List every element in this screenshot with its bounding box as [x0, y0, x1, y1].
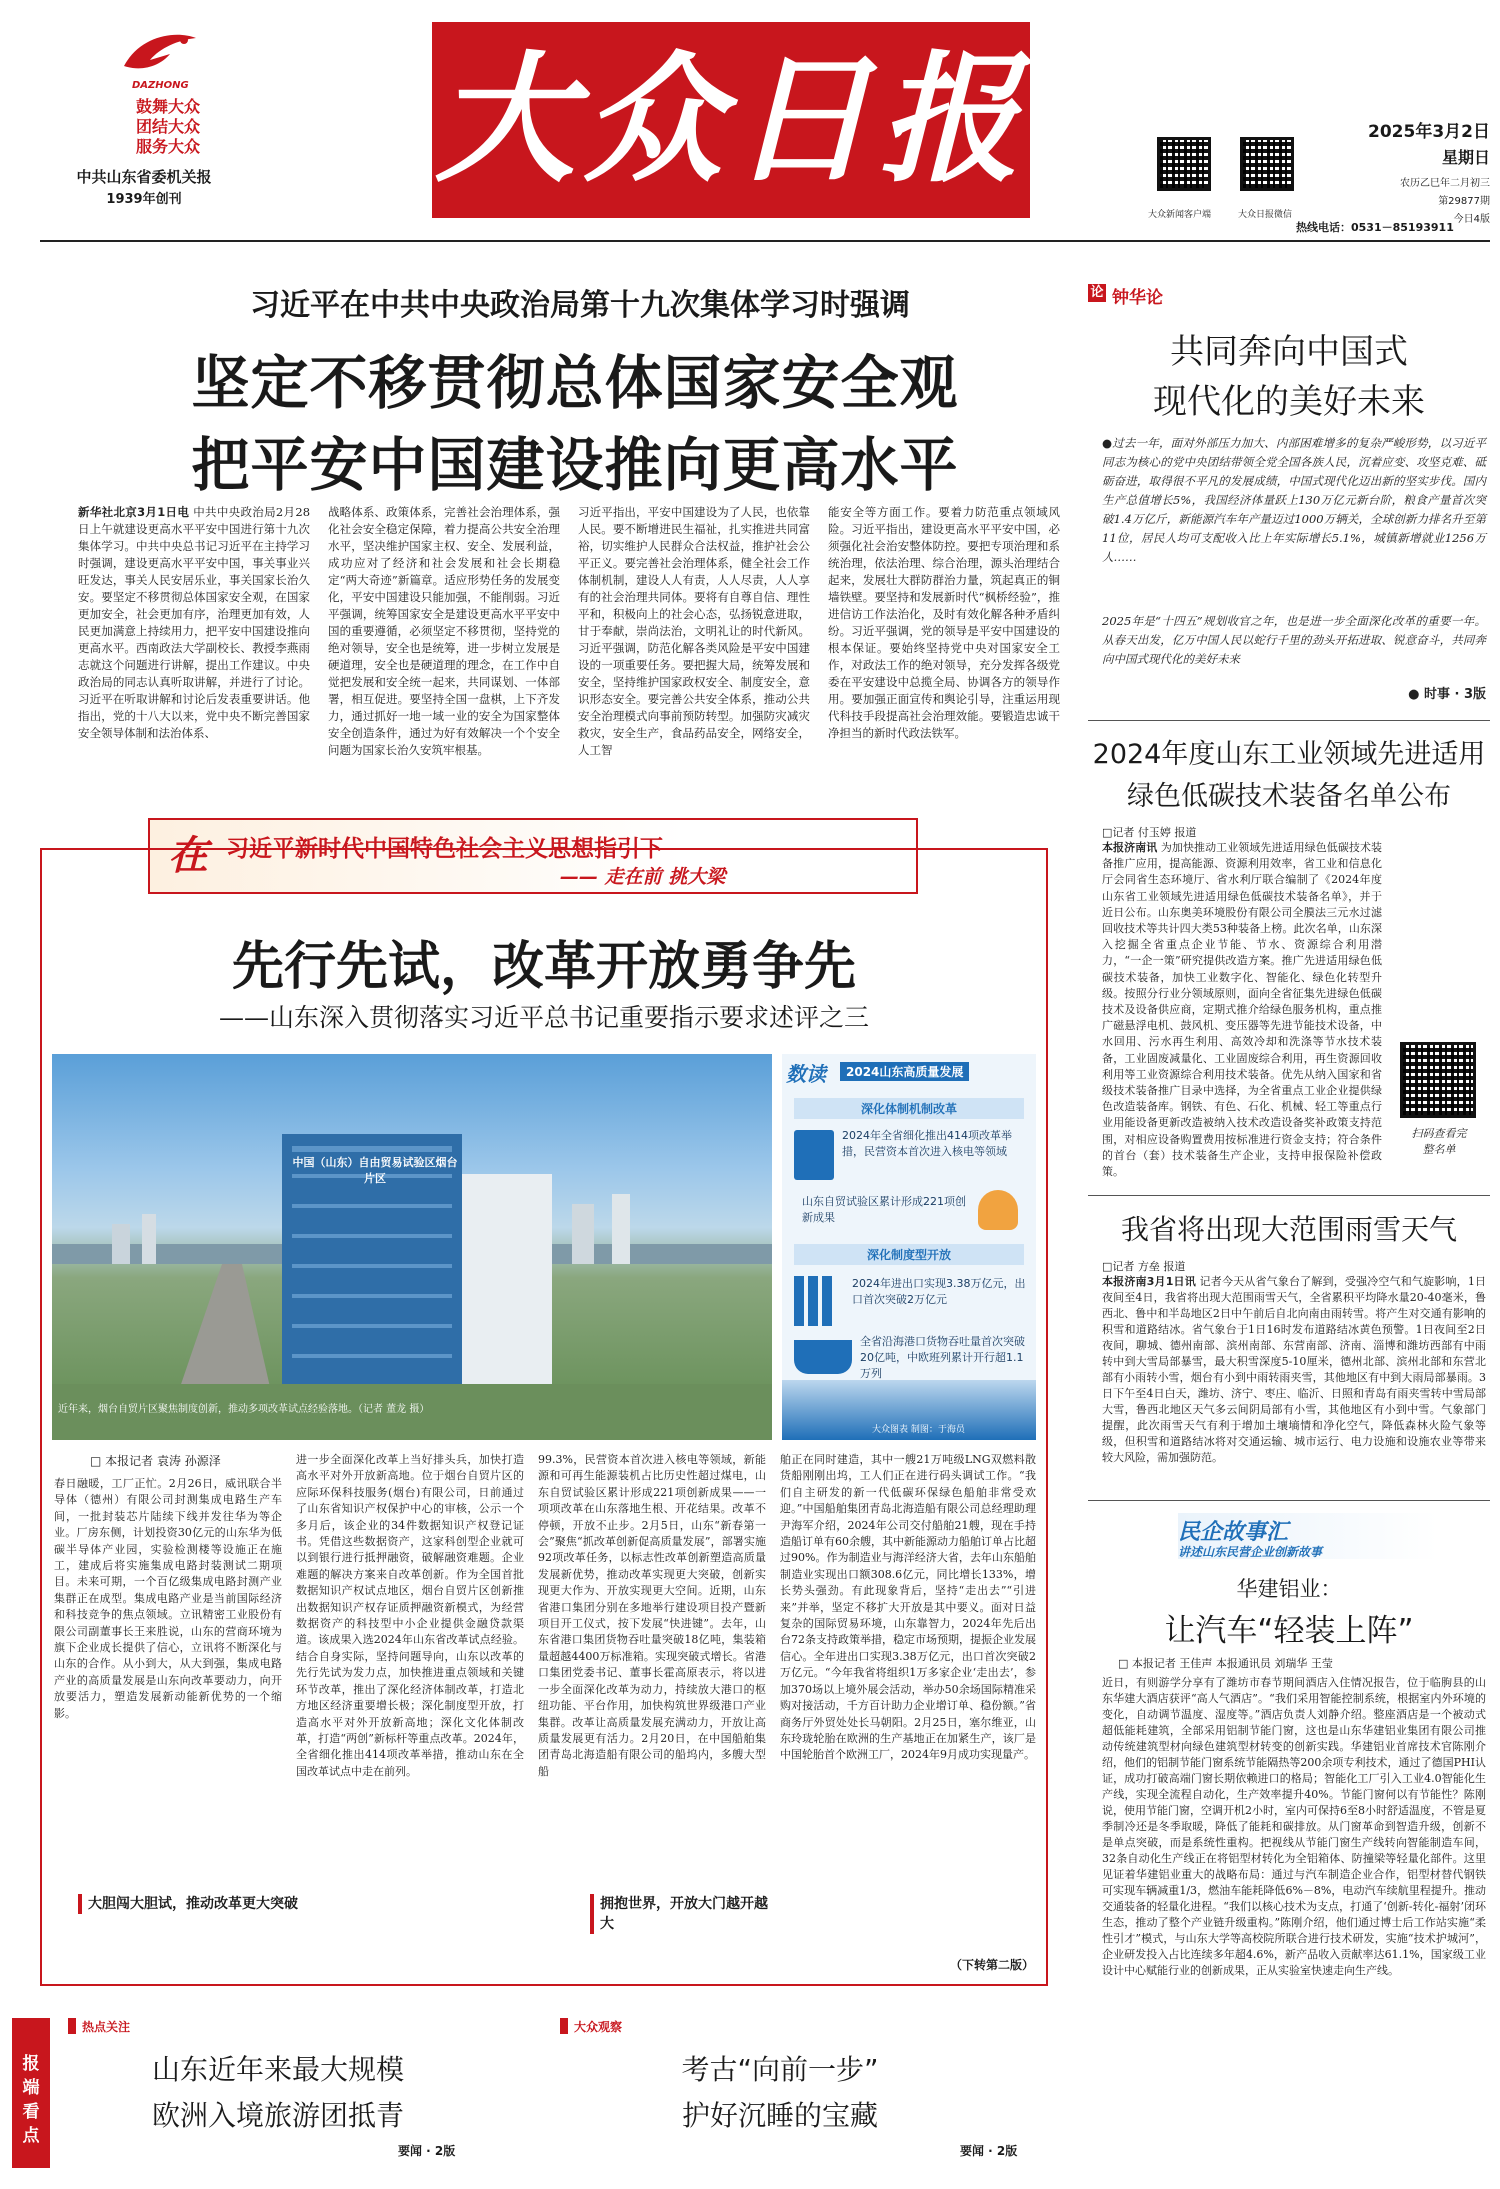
- photo-scene: [52, 1054, 772, 1440]
- enterprise-kicker: 华建铝业：: [1236, 1577, 1342, 1601]
- commentary: [1088, 280, 1490, 715]
- lead-text: 战略体系、政策体系，完善社会治理体系，强化社会安全稳定保障，着力提高公共安全治理水平，坚决维护国家主权、安全、发展利益，成功应对了经济和社会发展和社会长期稳定“两大奇迹”新篇章。适应形势任务的发展变化，平安中国建设只能加强，不能削弱。习近平强调，统筹国家安全是建设更高水平平安中国的重要遵循，必须坚定不移贯彻，坚持党的绝对领导，安全也是统筹，进一步树立发展是硬道理，安全也是硬道理的理念，在工作中自觉把发展和安全统一起来，共同谋划、一体部署，相互促进。要坚持全国一盘棋，上下齐发力，通过抓好一地一域一业的安全为国家整体安全创造条件，通过为好有效解决一个个安全问题为国家长治久安筑牢根基。: [328, 505, 560, 757]
- infographic-tag: 2024山东高质量发展: [840, 1062, 969, 1081]
- chart-icon: [794, 1276, 844, 1326]
- qr-label: 大众日报微信: [1238, 210, 1293, 220]
- enterprise-article: [1088, 1505, 1490, 2185]
- bottom-ref[interactable]: 要闻 · 2版: [960, 2144, 1018, 2158]
- founded: 1939年创刊: [106, 192, 182, 207]
- bottom-item[interactable]: [560, 2014, 1060, 2174]
- weather-title: 我省将出现大范围雨雪天气: [1120, 1213, 1457, 1246]
- lead-dateline: 新华社北京3月1日电: [78, 505, 190, 519]
- lead-column: [78, 504, 310, 742]
- brand-mark: DAZHONG: [132, 80, 189, 91]
- weather-body: 记者今天从省气象台了解到，受强冷空气和气旋影响，1日夜间至4日，我省将出现大范围雨雪天气，全省累积平均降水量20-40毫米，鲁西北、鲁中和半岛地区2日中午前后自北向南由雨转雪。将产生对交通有影响的积雪和道路结冰。省气象台于1日16时发布道路结冰黄色预警。1日夜间至2日夜间，聊城、德州南部、滨州南部、东营南部、济南、淄博和潍坊西部有中雨转中到大雪局部暴雪，最大积雪深度5-10厘米，德州北部、滨州北部和东营北部有小雨转小雪，烟台有小到中雨转雨夹雪，其他地区有中到大雨局部暴雨。3日下午至4日白天，潍坊、济宁、枣庄、临沂、日照和青岛有雨夹雪转中雪局部大雪，鲁西北地区天气多云间阴局部有小雪，其他地区有小到中雪。气象部门提醒，此次雨雪天气有利于增加土壤墒情和净化空气，降低森林火险气象等级，但积雪和道路结冰将对交通运输、城市运行、电力设施和设施农业等带来较大风险，需加强防范。: [1102, 1275, 1487, 1464]
- commentary-text: ●过去一年，面对外部压力加大、内部困难增多的复杂严峻形势，以习近平同志为核心的党中央团结带领全党全国各族人民，沉着应变、攻坚克难、砥砺奋进，取得很不平凡的发展成绩，中国式现代化迈出新的坚实步伐。国内生产总值增长5%，我国经济体量跃上130万亿元新台阶，粮食产量首次突破1.4万亿斤，新能源汽车年产量迈过1000万辆关，全球创新力排名升至第11位，居民人均可支配收入比上年实际增长5.1%，城镇新增就业1256万人……: [1102, 436, 1486, 564]
- enterprise-section: 民企故事汇: [1178, 1520, 1289, 1545]
- lead-column: [578, 504, 810, 759]
- lead-headline-2: 把平安中国建设推向更高水平: [191, 431, 959, 499]
- infographic-section: 深化制度型开放: [794, 1244, 1024, 1265]
- bottom-title-2: 欧洲入境旅游团抵青: [151, 2099, 404, 2132]
- bottom-ref[interactable]: 要闻 · 2版: [398, 2144, 456, 2158]
- feature-continuation[interactable]: （下转第二版）: [949, 1958, 1034, 1972]
- enterprise-section-sub: 讲述山东民营企业创新故事: [1178, 1545, 1323, 1559]
- infographic-stat: 2024年进出口实现3.38万亿元，出口首次突破2万亿元: [852, 1277, 1026, 1306]
- feature-photo: [52, 1054, 772, 1440]
- masthead-rule: [40, 240, 1490, 242]
- industry-body: 为加快推动工业领域先进适用绿色低碳技术装备推广应用，提高能源、资源利用效率，省工业和信息化厅会同省生态环境厅、省水利厅联合编制了《2024年度山东省工业领域先进适用绿色低碳技术装备名单》，并于近日公布。山东奥美环境股份有限公司全膜法三元水过滤回收技术等共计四大类53种装备上榜。此次名单，山东深入挖掘全省重点企业节能、节水、资源综合利用潜力，“一企一策”研究提供改造方案。推广先进适用绿色低碳技术装备，加快工业数字化、智能化、绿色化转型升级。按照分行业分领域原则，面向全省征集先进绿色低碳技术及设备供应商，定期式推介给绿色服务机构，重点推广磁悬浮电机、鼓风机、变压器等先进节能技术设备，中水回用、污水再生利用、高效冷却和洗涤等节水技术装备，工业固废减量化、工业固废综合利用，再生资源回收利用等工业资源综合利用技术装备。优先从纳入国家和省级技术装备推广目录中选择，为全省重点工业企业提供绿色改造装备库。钢铁、有色、石化、机械、轻工等重点行业用能设备更新改造被纳入技术改造设备奖补政策支持范围，对相应设备购置费用按标准进行资金支持；符合条件的首台（套）技术装备生产企业，支持申报保险补偿政策。: [1102, 841, 1383, 1179]
- feature-text: 舶正在同时建造，其中一艘21万吨级LNG双燃料散货船刚刚出坞，工人们正在进行码头调试工作。“我们自主研发的新一代低碳环保绿色船舶非常受欢迎。”中国船舶集团青岛北海造船有限公司总经理助理尹海军介绍，2024年公司交付船舶21艘，现在手持造船订单有60余艘，其中新能源动力船舶订单占比超过90%。作为制造业与海洋经济大省，去年山东船舶制造业实现出口额308.6亿元，同比增长133%，增长势头强劲。有此现象背后，坚持“走出去”“引进来”并举，坚定不移扩大开放是其中要义。面对日益复杂的国际贸易环境，山东靠智力，2024年先后出台72条支持政策举措，稳定市场预期，提振企业发展信心。全年进出口实现3.38万亿元，出口首次突破2万亿元。“今年我省将组织1万多家企业‘走出去’，参加370场以上境外展会活动，举办50余场国际精准采购对接活动，千方百计助力企业增订单、稳份额。”省商务厅外贸处处长马朝阳。2月25日，塞尔维亚，山东玲珑轮胎在欧洲的生产基地正在加紧生产，该厂是中国轮胎首个欧洲工厂，2024年9月成功实现量产。: [780, 1453, 1036, 1762]
- photo-building-sign: 中国（山东）自由贸易试验区烟台片区: [292, 1156, 458, 1185]
- hotline: 热线电话：0531－85193911: [1296, 221, 1454, 234]
- ship-icon: [794, 1340, 852, 1374]
- divider: [1088, 1500, 1490, 1501]
- publisher: 中共山东省委机关报: [76, 168, 212, 186]
- bottom-title-1: 山东近年来最大规模: [151, 2053, 404, 2086]
- lead-column: [328, 504, 560, 759]
- masthead-logo-block: [432, 22, 1030, 218]
- infographic-stat: 2024年全省细化推出414项改革举措，民营资本首次进入核电等领域: [842, 1129, 1012, 1158]
- side-label: 报端看点: [22, 2054, 40, 2146]
- enterprise-byline: □ 本报记者 王佳声 本报通讯员 刘瑞华 王莹: [1118, 1657, 1333, 1670]
- feature-byline: □ 本报记者 袁涛 孙源泽: [90, 1454, 221, 1468]
- infographic-section: 深化体制机制改革: [794, 1098, 1024, 1119]
- bottom-tag: 大众观察: [574, 2020, 623, 2034]
- industry-title-2: 绿色低碳技术装备名单公布: [1127, 781, 1451, 812]
- banner-seal: 在: [168, 832, 208, 879]
- commentary-title-2: 现代化的美好未来: [1153, 382, 1425, 422]
- feature-text: 进一步全面深化改革上当好排头兵，加快打造高水平对外开放新高地。位于烟台自贸片区的应际环保科技服务(烟台)有限公司，日前通过了山东省知识产权保护中心的审核，公示一个多月后，该企业的34件数据知识产权登记证书。凭借这些数据资产，这家科创型企业就可以到银行进行抵押融资，破解融资难题。企业难题的解决方案来自改革创新。作为全国首批数据知识产权试点地区，烟台自贸片区创新推出数据知识产权存证质押融资新模式，为经营数据资产的科技型中小企业提供金融贷款渠道。该成果入选2024年山东省改革试点经验。结合自身实际，坚持问题导向，山东以改革的先行先试为发力点，加快推进重点领域和关键环节改革，推出了深化经济体制改革，打造北方地区经济重要增长极；深化制度型开放，打造高水平对外开放新高地；深化文化体制改革，打造“两创”新标杆等重点改革。2024年，全省细化推出414项改革举措，推动山东在全国改革试点中走在前列。: [296, 1453, 524, 1778]
- industry-title-1: 2024年度山东工业领域先进适用: [1092, 739, 1486, 770]
- enterprise-title: 让汽车“轻装上阵”: [1164, 1613, 1414, 1649]
- lunar-date: 农历乙巳年二月初三: [1400, 178, 1490, 189]
- weather-article: [1088, 1198, 1490, 1498]
- infographic-stat: 全省沿海港口货物吞吐量首次突破20亿吨，中欧班列累计开行超1.1万列: [860, 1335, 1025, 1380]
- tag-marker: [560, 2018, 568, 2034]
- bottom-strip: [0, 1990, 1080, 2189]
- lead-headline-1: 坚定不移贯彻总体国家安全观: [191, 349, 959, 417]
- commentary-text-2: 2025年是“十四五”规划收官之年，也是进一步全面深化改革的重要一年。从春天出发，亿万中国人民以蛇行千里的劲头开拓进取、锐意奋斗，共同奔向中国式现代化的美好未来: [1102, 614, 1486, 666]
- feature-headline: 先行先试，改革开放勇争先: [231, 937, 856, 997]
- industry-byline: □记者 付玉婷 报道: [1102, 826, 1197, 839]
- feature-subheading: 拥抱世界，开放大门越开越大: [590, 1894, 780, 1934]
- tag-marker: [68, 2018, 76, 2034]
- commentary-icon: 论: [1088, 284, 1106, 302]
- document-icon: [794, 1130, 834, 1180]
- slogans: [118, 97, 218, 157]
- lead-text: 习近平指出，平安中国建设为了人民，也依靠人民。要不断增进民生福祉，扎实推进共同富裕，切实维护人民群众合法权益，推护社会公平正义。要完善社会治理体系，健全社会工作体制机制，建设人人有责，人人尽责，人人享有的社会治理共同体。要将有自尊自信、理性平和，积极向上的社会心态，弘扬锐意进取，甘于奉献，崇尚法治，文明礼让的时代新风。习近平强调，防范化解各类风险是平安中国建设的一项重要任务。要把握大局，统筹发展和安全，坚持维护国家政权安全、制度安全，意识形态安全。要完善公共安全体系，推动公共安全治理模式向事前预防转型。加强防灾减灾救灾，安全生产，食品药品安全，网络安全，人工智: [578, 505, 810, 757]
- feature-text: 春日融暖，工厂正忙。2月26日，威讯联合半导体（德州）有限公司封测集成电路生产车间，一批封装芯片陆续下线并发往华为等企业。厂房东侧，计划投资30亿元的山东华为低碳半导体产业园，实验检测楼等设施正在施工，建成后将实施集成电路封装测试二期项目。未来可期，一个百亿级集成电路封测产业集群正在成型。集成电路产业是当前国际经济和科技竞争的焦点领域。立讯精密工业股份有限公司副董事长王来胜说，山东的营商环境为旗下企业成长提供了信心，立讯将不断深化与山东的合作。从小到大，从大到强，集成电路产业的高质量发展是山东向改革要动力，向开放要活力，塑造发展新动能新优势的一个缩影。: [54, 1477, 282, 1720]
- page-count: 今日4版: [1453, 214, 1490, 225]
- weekday: 星期日: [1441, 148, 1490, 167]
- masthead: [0, 0, 1500, 245]
- divider: [1088, 1195, 1490, 1196]
- qr-label: 大众新闻客户端: [1148, 210, 1212, 220]
- bottom-title-1: 考古“向前一步”: [681, 2053, 879, 2086]
- industry-text: [1102, 840, 1382, 1180]
- newspaper-logo: 大众日报: [434, 38, 1027, 202]
- issue-date: 2025年3月2日: [1368, 122, 1490, 142]
- qr-code-list[interactable]: [1400, 1042, 1476, 1118]
- feature-subhead: ——山东深入贯彻落实习近平总书记重要指示要求述评之三: [218, 1003, 869, 1032]
- lead-text: 中共中央政治局2月28日上午就建设更高水平平安中国进行第十九次集体学习。中共中央总书记习近平在主持学习时强调，建设更高水平平安中国，事关事业兴旺发达，事关人民安居乐业，事关国家长治久安。要坚定不移贯彻总体国家安全观，在国家更加安全，社会更加有序，治理更加有效，人民更加满意上持续用力，把平安中国建设推向更高水平。西南政法大学副校长、教授李燕雨志就这个问题进行讲解，提出工作建议。中央政治局的同志认真听取讲解，并进行了讨论。习近平在听取讲解和讨论后发表重要讲话。他指出，党的十八大以来，党中央不断完善国家安全领导体制和法治体系、: [78, 505, 311, 740]
- industry-dateline: 本报济南讯: [1102, 841, 1158, 854]
- industry-article: [1088, 724, 1490, 1194]
- date-block: [1340, 117, 1490, 225]
- dazhong-bird-logo: [120, 26, 200, 80]
- bottom-title-2: 护好沉睡的宝藏: [681, 2099, 878, 2132]
- slogan: 团结大众: [135, 117, 200, 136]
- qr-caption: 扫码查看完整名单: [1411, 1127, 1467, 1156]
- weather-text: [1102, 1274, 1486, 1466]
- infographic-credit: 大众图表 制图：于海员: [872, 1425, 965, 1435]
- enterprise-text: 近日，有则游学分享有了潍坊市春节期间酒店入住情况报告，位于临朐县的山东华建大酒店获评“高人气酒店”。“我们采用智能控制系统，根据室内外环境的变化，自动调节温度、湿度等。”酒店负责人刘静介绍。整座酒店是一个被动式超低能耗建筑，全部采用铝制节能门窗，这也是山东华建铝业集团有限公司推动传统建筑型材向绿色建筑型材转变的创新实践。华建铝业首席技术官陈刚介绍，他们的铝制节能门窗系统节能隔热等200余项专利技术，通过了德国PHI认证，成功打破高端门窗长期依赖进口的格局；智能化工厂引入工业4.0智能化生产线，实现全流程自动化，生产效率提升40%。节能门窗何以有节能性？陈刚说，使用节能门窗，空调开机2小时，室内可保持6至8小时舒适温度，不管是夏季制冷还是冬季取暖，降低了能耗和碳排放。从门窗革命到智造升级，创新不是单点突破，而是系统性重构。把视线从节能门窗生产线转向智能制造车间，32条自动化生产线正在将铝型材转化为全铝箱体、防撞梁等轻量化部件。这里见证着华建铝业重大的战略布局：通过与汽车制造企业合作，铝型材替代钢铁可实现车辆减重1/3，燃油车能耗降低6%－8%，电动汽车续航里程提升。推动交通装备的轻量化进程。“我们以核心技术为支点，打通了‘创新-转化-福射’闭环生态，推动了整个产业链升级重构。”陈刚介绍，他们通过博士后工作站实施“柔性引才”模式，与山东大学等高校院所联合进行技术研发，实施“技术护城河”，企业研发投入占比连续多年超4.6%，新产品收入贡献率达61.1%，国家级工业设计中心赋能行业的创新成果，正从实验室快速走向生产线。: [1102, 1676, 1486, 1977]
- bottom-item[interactable]: [68, 2014, 548, 2174]
- bottom-tag: 热点关注: [82, 2020, 131, 2034]
- slogan: 鼓舞大众: [135, 97, 200, 116]
- lead-kicker: 习近平在中共中央政治局第十九次集体学习时强调: [250, 288, 910, 323]
- weather-dateline: 本报济南3月1日讯: [1102, 1275, 1196, 1288]
- feature-article: [40, 848, 1048, 1986]
- infographic-brand: 数读: [786, 1062, 826, 1086]
- qr-code-wechat[interactable]: [1240, 137, 1294, 191]
- infographic-stat: 山东自贸试验区累计形成221项创新成果: [802, 1195, 966, 1224]
- commentary-column-name: 钟华论: [1112, 288, 1163, 308]
- weather-byline: □记者 方垒 报道: [1102, 1260, 1186, 1273]
- lead-article: [70, 270, 1080, 830]
- trophy-icon: [978, 1190, 1018, 1230]
- photo-caption: 近年来，烟台自贸片区聚焦制度创新，推动多项改革试点经验落地。（记者 董龙 摄）: [58, 1404, 430, 1415]
- feature-text: 99.3%，民营资本首次进入核电等领域，新能源和可再生能源装机占比历史性超过煤电，山东自贸试验区累计形成221项创新成果——一项项改革在山东落地生根、开花结果。改革不停顿，开放不止步。2月5日，山东“新春第一会”聚焦“抓改革创新促高质量发展”，部署实施92项改革任务，以标志性改革创新塑造高质量发展新优势，推动改革实现更大突破，创新实现更大作为、开放实现更大空间。近期，山东省港口集团分别在多地举行建设项目投产暨新项目开工仪式，按下发展“快进键”。去年，山东省港口集团货物吞吐量突破18亿吨，集装箱量超越4400万标准箱。实现突破式增长。省港口集团党委书记、董事长霍高原表示，将以进一步全面深化改革为动力，持续放大港口的枢纽功能、平台作用，加快构筑世界级港口产业集群。改革让高质量发展充满动力，开放让高质量发展更有活力。2月20日，在中国船舶集团青岛北海造船有限公司的船坞内，多艘大型船: [538, 1453, 766, 1778]
- commentary-title-1: 共同奔向中国式: [1170, 332, 1408, 372]
- lead-text: 能安全等方面工作。要着力防范重点领域风险。习近平指出，建设更高水平平安中国，必须强化社会治安整体防控。要把专项治理和系统治理，依法治理、综合治理，源头治理结合起来，发展壮大群防群治力量，筑起真正的铜墙铁壁。要坚持和发展新时代“枫桥经验”，推进信访工作法治化，及时有效化解各种矛盾纠纷。习近平强调，党的领导是平安中国建设的根本保证。要始终坚持党中央对国家安全工作，对政法工作的绝对领导，充分发挥各级党委在平安建设中总揽全局、协调各方的领导作用。要加强正面宣传和舆论引导，注重运用现代科技手段提高社会治理效能。要锻造忠诚干净担当的新时代政法铁军。: [828, 505, 1060, 740]
- divider: [1088, 720, 1490, 721]
- commentary-page-ref[interactable]: ● 时事 · 3版: [1408, 687, 1486, 702]
- qr-code-app[interactable]: [1157, 137, 1211, 191]
- slogan: 服务大众: [135, 137, 200, 156]
- banner-subtitle: —— 走在前 挑大梁: [560, 866, 726, 888]
- feature-subheading: 大胆闯大胆试，推动改革更大突破: [78, 1894, 298, 1914]
- lead-column: [828, 504, 1060, 742]
- infographic: [782, 1054, 1036, 1440]
- banner-title: 习近平新时代中国特色社会主义思想指引下: [226, 836, 663, 862]
- issue-number: 第29877期: [1438, 196, 1490, 207]
- enterprise-section-banner: [1178, 1513, 1438, 1559]
